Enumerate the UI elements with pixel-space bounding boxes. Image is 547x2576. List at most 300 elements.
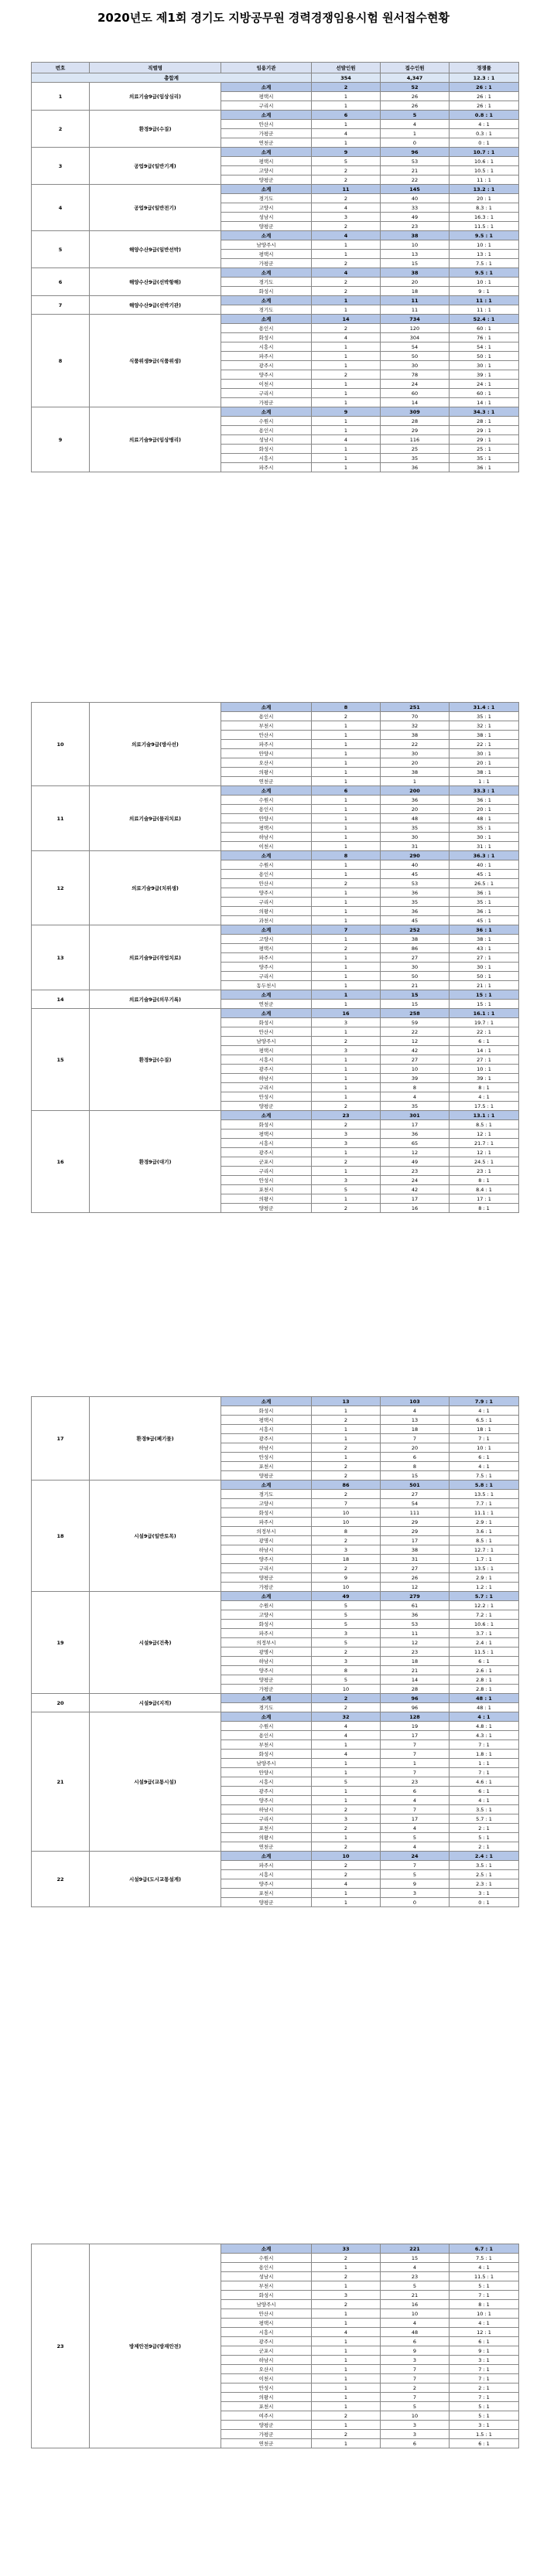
applicant-count-cell: 21 <box>381 1666 450 1675</box>
selected-count-cell: 4 <box>312 333 381 342</box>
agency-cell: 하남시 <box>221 2356 312 2365</box>
applicant-count-cell: 26 <box>381 92 450 101</box>
agency-cell: 평택시 <box>221 92 312 101</box>
agency-cell: 구리시 <box>221 1167 312 1176</box>
applicant-count-cell: 15 <box>381 1000 450 1009</box>
row-number: 1 <box>32 83 90 111</box>
agency-cell: 안성시 <box>221 1092 312 1102</box>
competition-ratio-cell: 20 : 1 <box>450 194 519 203</box>
competition-ratio-cell: 36.3 : 1 <box>450 851 519 860</box>
agency-cell: 소계 <box>221 990 312 1000</box>
competition-ratio-cell: 4 : 1 <box>450 1712 519 1722</box>
row-number: 18 <box>32 1481 90 1592</box>
agency-cell: 파주시 <box>221 953 312 963</box>
agency-cell: 남양주시 <box>221 1037 312 1046</box>
grand-total-applicants: 4,347 <box>381 73 450 83</box>
applicant-count-cell: 38 <box>381 731 450 740</box>
selected-count-cell: 4 <box>312 203 381 213</box>
competition-ratio-cell: 26 : 1 <box>450 92 519 101</box>
agency-cell: 양주시 <box>221 1879 312 1889</box>
subtotal-row <box>32 148 519 157</box>
competition-ratio-cell: 38 : 1 <box>450 768 519 777</box>
selected-count-cell: 1 <box>312 2309 381 2319</box>
competition-ratio-cell: 60 : 1 <box>450 324 519 333</box>
grand-total-selected: 354 <box>312 73 381 83</box>
agency-cell: 구리시 <box>221 972 312 981</box>
agency-cell: 용인시 <box>221 324 312 333</box>
agency-cell: 연천군 <box>221 138 312 148</box>
applicant-count-cell: 11 <box>381 1629 450 1638</box>
selected-count-cell: 1 <box>312 1027 381 1037</box>
agency-cell: 의왕시 <box>221 768 312 777</box>
applicant-count-cell: 27 <box>381 953 450 963</box>
agency-cell: 파주시 <box>221 352 312 361</box>
agency-cell: 연천군 <box>221 1000 312 1009</box>
selected-count-cell: 6 <box>312 111 381 120</box>
competition-ratio-cell: 27 : 1 <box>450 953 519 963</box>
selected-count-cell: 1 <box>312 296 381 305</box>
selected-count-cell: 1 <box>312 426 381 435</box>
selected-count-cell: 2 <box>312 2430 381 2439</box>
competition-ratio-cell: 15 : 1 <box>450 1000 519 1009</box>
competition-ratio-cell: 38 : 1 <box>450 731 519 740</box>
competition-ratio-cell: 30 : 1 <box>450 361 519 370</box>
competition-ratio-cell: 23 : 1 <box>450 1167 519 1176</box>
competition-ratio-cell: 7.5 : 1 <box>450 1471 519 1481</box>
subtotal-row <box>32 231 519 240</box>
applicant-count-cell: 309 <box>381 407 450 417</box>
row-number: 9 <box>32 407 90 472</box>
selected-count-cell: 6 <box>312 786 381 796</box>
competition-ratio-cell: 48 : 1 <box>450 1694 519 1703</box>
selected-count-cell: 5 <box>312 1675 381 1685</box>
agency-cell: 소계 <box>221 1592 312 1601</box>
selected-count-cell: 1 <box>312 1759 381 1768</box>
agency-cell: 하남시 <box>221 1443 312 1453</box>
selected-count-cell: 4 <box>312 1722 381 1731</box>
agency-cell: 포천시 <box>221 2402 312 2411</box>
agency-cell: 고양시 <box>221 203 312 213</box>
selected-count-cell: 1 <box>312 138 381 148</box>
applicant-count-cell: 70 <box>381 712 450 721</box>
agency-cell: 양평군 <box>221 175 312 185</box>
subtotal-row <box>32 851 519 860</box>
applicant-count-cell: 15 <box>381 259 450 268</box>
applicant-count-cell: 6 <box>381 1453 450 1462</box>
selected-count-cell: 3 <box>312 1814 381 1824</box>
selected-count-cell: 9 <box>312 1573 381 1583</box>
selected-count-cell: 1 <box>312 833 381 842</box>
subtotal-row <box>32 1111 519 1120</box>
agency-cell: 용인시 <box>221 2263 312 2272</box>
selected-count-cell: 10 <box>312 1583 381 1592</box>
selected-count-cell: 5 <box>312 1601 381 1610</box>
applicant-count-cell: 1 <box>381 1759 450 1768</box>
agency-cell: 경기도 <box>221 1703 312 1712</box>
applicant-count-cell: 20 <box>381 758 450 768</box>
agency-cell: 화성시 <box>221 1018 312 1027</box>
selected-count-cell: 33 <box>312 2244 381 2254</box>
competition-ratio-cell: 45 : 1 <box>450 916 519 925</box>
competition-ratio-cell: 7 : 1 <box>450 2393 519 2402</box>
selected-count-cell: 1 <box>312 1092 381 1102</box>
selected-count-cell: 1 <box>312 2421 381 2430</box>
selected-count-cell: 4 <box>312 435 381 445</box>
row-number: 7 <box>32 296 90 315</box>
agency-cell: 의왕시 <box>221 1833 312 1842</box>
selected-count-cell: 9 <box>312 148 381 157</box>
competition-ratio-cell: 4 : 1 <box>450 1462 519 1471</box>
selected-count-cell: 1 <box>312 842 381 851</box>
applicant-count-cell: 25 <box>381 445 450 454</box>
applicant-count-cell: 59 <box>381 1018 450 1027</box>
selected-count-cell: 4 <box>312 1879 381 1889</box>
agency-cell: 하남시 <box>221 1545 312 1555</box>
competition-ratio-cell: 50 : 1 <box>450 972 519 981</box>
applicant-count-cell: 27 <box>381 1055 450 1065</box>
agency-cell: 광주시 <box>221 1434 312 1443</box>
agency-cell: 용인시 <box>221 870 312 879</box>
subtotal-row <box>32 1694 519 1703</box>
applicant-count-cell: 7 <box>381 1861 450 1870</box>
competition-ratio-cell: 1.2 : 1 <box>450 1583 519 1592</box>
agency-cell: 화성시 <box>221 1508 312 1518</box>
agency-cell: 군포시 <box>221 2346 312 2356</box>
applicant-count-cell: 4 <box>381 2263 450 2272</box>
column-header: 접수인원 <box>381 63 450 73</box>
applicant-count-cell: 1 <box>381 129 450 138</box>
subtotal-row <box>32 185 519 194</box>
agency-cell: 소계 <box>221 1397 312 1406</box>
competition-ratio-cell: 4 : 1 <box>450 1092 519 1102</box>
applicant-count-cell: 49 <box>381 213 450 222</box>
selected-count-cell: 2 <box>312 1564 381 1573</box>
agency-cell: 경기도 <box>221 194 312 203</box>
competition-ratio-cell: 4.3 : 1 <box>450 1731 519 1740</box>
agency-cell: 구리시 <box>221 1814 312 1824</box>
selected-count-cell: 5 <box>312 1185 381 1194</box>
competition-ratio-cell: 11 : 1 <box>450 305 519 315</box>
recruitment-table <box>31 1396 519 1907</box>
agency-cell: 시흥시 <box>221 1425 312 1434</box>
competition-ratio-cell: 40 : 1 <box>450 860 519 870</box>
selected-count-cell: 2 <box>312 2254 381 2263</box>
agency-cell: 소계 <box>221 1009 312 1018</box>
selected-count-cell: 1 <box>312 805 381 814</box>
competition-ratio-cell: 7.9 : 1 <box>450 1397 519 1406</box>
selected-count-cell: 5 <box>312 157 381 166</box>
competition-ratio-cell: 13.1 : 1 <box>450 1111 519 1120</box>
selected-count-cell: 2 <box>312 2300 381 2309</box>
applicant-count-cell: 36 <box>381 888 450 898</box>
competition-ratio-cell: 30 : 1 <box>450 963 519 972</box>
selected-count-cell: 1 <box>312 1833 381 1842</box>
selected-count-cell: 2 <box>312 1471 381 1481</box>
subtotal-row <box>32 83 519 92</box>
competition-ratio-cell: 7 : 1 <box>450 1434 519 1443</box>
selected-count-cell: 1 <box>312 361 381 370</box>
applicant-count-cell: 50 <box>381 972 450 981</box>
selected-count-cell: 1 <box>312 935 381 944</box>
competition-ratio-cell: 36 : 1 <box>450 796 519 805</box>
subtotal-row <box>32 925 519 935</box>
job-series: 방제안전9급(방재안전) <box>90 2244 221 2448</box>
competition-ratio-cell: 6 : 1 <box>450 2337 519 2346</box>
selected-count-cell: 2 <box>312 1102 381 1111</box>
agency-cell: 소계 <box>221 2244 312 2254</box>
agency-cell: 소계 <box>221 268 312 278</box>
competition-ratio-cell: 76 : 1 <box>450 333 519 342</box>
applicant-count-cell: 49 <box>381 1157 450 1167</box>
agency-cell: 구리시 <box>221 1564 312 1573</box>
grand-total-label: 총합계 <box>32 73 312 83</box>
competition-ratio-cell: 26 : 1 <box>450 83 519 92</box>
applicant-count-cell: 45 <box>381 870 450 879</box>
agency-cell: 여주시 <box>221 2411 312 2421</box>
selected-count-cell: 86 <box>312 1481 381 1490</box>
applicant-count-cell: 26 <box>381 101 450 111</box>
agency-cell: 하남시 <box>221 1805 312 1814</box>
selected-count-cell: 2 <box>312 1861 381 1870</box>
competition-ratio-cell: 2.4 : 1 <box>450 1638 519 1647</box>
agency-cell: 평택시 <box>221 2319 312 2328</box>
competition-ratio-cell: 0 : 1 <box>450 1898 519 1907</box>
agency-cell: 광명시 <box>221 1647 312 1657</box>
selected-count-cell: 1 <box>312 2402 381 2411</box>
agency-cell: 의왕시 <box>221 907 312 916</box>
applicant-count-cell: 19 <box>381 1722 450 1731</box>
applicant-count-cell: 36 <box>381 796 450 805</box>
row-number: 13 <box>32 925 90 990</box>
competition-ratio-cell: 10.7 : 1 <box>450 148 519 157</box>
subtotal-row <box>32 407 519 417</box>
job-series: 의료기술9급(물리치료) <box>90 786 221 851</box>
agency-cell: 구리시 <box>221 101 312 111</box>
selected-count-cell: 2 <box>312 175 381 185</box>
agency-cell: 소계 <box>221 407 312 417</box>
competition-ratio-cell: 12.2 : 1 <box>450 1601 519 1610</box>
selected-count-cell: 1 <box>312 2337 381 2346</box>
applicant-count-cell: 5 <box>381 111 450 120</box>
applicant-count-cell: 12 <box>381 1583 450 1592</box>
agency-cell: 소계 <box>221 83 312 92</box>
agency-cell: 파주시 <box>221 463 312 472</box>
selected-count-cell: 1 <box>312 454 381 463</box>
selected-count-cell: 16 <box>312 1009 381 1018</box>
selected-count-cell: 1 <box>312 1425 381 1434</box>
agency-cell: 포천시 <box>221 1889 312 1898</box>
agency-cell: 오산시 <box>221 2365 312 2374</box>
selected-count-cell: 1 <box>312 2393 381 2402</box>
agency-cell: 양주시 <box>221 1796 312 1805</box>
selected-count-cell: 2 <box>312 944 381 953</box>
competition-ratio-cell: 2.8 : 1 <box>450 1685 519 1694</box>
competition-ratio-cell: 12.7 : 1 <box>450 1545 519 1555</box>
competition-ratio-cell: 36 : 1 <box>450 888 519 898</box>
applicant-count-cell: 29 <box>381 1518 450 1527</box>
agency-cell: 용인시 <box>221 712 312 721</box>
competition-ratio-cell: 15 : 1 <box>450 990 519 1000</box>
competition-ratio-cell: 31.4 : 1 <box>450 703 519 712</box>
competition-ratio-cell: 3 : 1 <box>450 2356 519 2365</box>
row-number: 19 <box>32 1592 90 1694</box>
selected-count-cell: 3 <box>312 1629 381 1638</box>
subtotal-row <box>32 268 519 278</box>
agency-cell: 부천시 <box>221 721 312 731</box>
selected-count-cell: 10 <box>312 1852 381 1861</box>
applicant-count-cell: 20 <box>381 805 450 814</box>
agency-cell: 파주시 <box>221 1861 312 1870</box>
competition-ratio-cell: 2 : 1 <box>450 1824 519 1833</box>
selected-count-cell: 2 <box>312 222 381 231</box>
agency-cell: 소계 <box>221 1111 312 1120</box>
applicant-count-cell: 35 <box>381 454 450 463</box>
agency-cell: 고양시 <box>221 1610 312 1620</box>
competition-ratio-cell: 2 : 1 <box>450 1842 519 1852</box>
agency-cell: 하남시 <box>221 833 312 842</box>
agency-cell: 가평군 <box>221 129 312 138</box>
applicant-count-cell: 24 <box>381 380 450 389</box>
selected-count-cell: 2 <box>312 1647 381 1657</box>
applicant-count-cell: 103 <box>381 1397 450 1406</box>
agency-cell: 양평군 <box>221 1675 312 1685</box>
selected-count-cell: 5 <box>312 1610 381 1620</box>
selected-count-cell: 2 <box>312 166 381 175</box>
agency-cell: 수원시 <box>221 2254 312 2263</box>
agency-cell: 시흥시 <box>221 1139 312 1148</box>
selected-count-cell: 13 <box>312 1397 381 1406</box>
applicant-count-cell: 11 <box>381 305 450 315</box>
selected-count-cell: 2 <box>312 370 381 380</box>
competition-ratio-cell: 6.5 : 1 <box>450 1416 519 1425</box>
agency-cell: 안산시 <box>221 2309 312 2319</box>
competition-ratio-cell: 3.5 : 1 <box>450 1861 519 1870</box>
competition-ratio-cell: 36 : 1 <box>450 463 519 472</box>
sheet-4 <box>31 2244 518 2448</box>
sheet-2 <box>31 702 518 1213</box>
competition-ratio-cell: 11 : 1 <box>450 296 519 305</box>
competition-ratio-cell: 3 : 1 <box>450 1889 519 1898</box>
competition-ratio-cell: 12 : 1 <box>450 1148 519 1157</box>
agency-cell: 군포시 <box>221 1157 312 1167</box>
selected-count-cell: 3 <box>312 1130 381 1139</box>
applicant-count-cell: 32 <box>381 721 450 731</box>
selected-count-cell: 2 <box>312 1443 381 1453</box>
competition-ratio-cell: 43 : 1 <box>450 944 519 953</box>
selected-count-cell: 1 <box>312 916 381 925</box>
applicant-count-cell: 20 <box>381 1443 450 1453</box>
agency-cell: 안산시 <box>221 120 312 129</box>
competition-ratio-cell: 8.5 : 1 <box>450 1536 519 1545</box>
applicant-count-cell: 10 <box>381 2411 450 2421</box>
applicant-count-cell: 14 <box>381 1675 450 1685</box>
applicant-count-cell: 8 <box>381 1083 450 1092</box>
applicant-count-cell: 38 <box>381 1545 450 1555</box>
applicant-count-cell: 10 <box>381 240 450 250</box>
row-number: 20 <box>32 1694 90 1712</box>
competition-ratio-cell: 24 : 1 <box>450 380 519 389</box>
competition-ratio-cell: 52.4 : 1 <box>450 315 519 324</box>
agency-cell: 양평군 <box>221 222 312 231</box>
applicant-count-cell: 15 <box>381 1471 450 1481</box>
competition-ratio-cell: 14 : 1 <box>450 398 519 407</box>
agency-cell: 부천시 <box>221 1740 312 1750</box>
applicant-count-cell: 12 <box>381 1037 450 1046</box>
row-number: 2 <box>32 111 90 148</box>
selected-count-cell: 2 <box>312 1694 381 1703</box>
competition-ratio-cell: 17 : 1 <box>450 1194 519 1204</box>
applicant-count-cell: 30 <box>381 963 450 972</box>
selected-count-cell: 11 <box>312 185 381 194</box>
competition-ratio-cell: 3.5 : 1 <box>450 1805 519 1814</box>
row-number: 14 <box>32 990 90 1009</box>
competition-ratio-cell: 7 : 1 <box>450 2291 519 2300</box>
selected-count-cell: 2 <box>312 1157 381 1167</box>
agency-cell: 안산시 <box>221 879 312 888</box>
selected-count-cell: 1 <box>312 380 381 389</box>
competition-ratio-cell: 3 : 1 <box>450 2421 519 2430</box>
subtotal-row <box>32 1009 519 1018</box>
selected-count-cell: 2 <box>312 1462 381 1471</box>
applicant-count-cell: 29 <box>381 426 450 435</box>
applicant-count-cell: 30 <box>381 361 450 370</box>
competition-ratio-cell: 0 : 1 <box>450 138 519 148</box>
competition-ratio-cell: 48 : 1 <box>450 1703 519 1712</box>
selected-count-cell: 1 <box>312 1000 381 1009</box>
applicant-count-cell: 17 <box>381 1814 450 1824</box>
competition-ratio-cell: 1.8 : 1 <box>450 1750 519 1759</box>
competition-ratio-cell: 11 : 1 <box>450 175 519 185</box>
selected-count-cell: 2 <box>312 1870 381 1879</box>
selected-count-cell: 10 <box>312 1508 381 1518</box>
agency-cell: 하남시 <box>221 1657 312 1666</box>
job-series: 시설9급(일반토목) <box>90 1481 221 1592</box>
selected-count-cell: 2 <box>312 1536 381 1545</box>
subtotal-row <box>32 1592 519 1601</box>
competition-ratio-cell: 4.6 : 1 <box>450 1777 519 1787</box>
applicant-count-cell: 9 <box>381 1879 450 1889</box>
applicant-count-cell: 18 <box>381 287 450 296</box>
applicant-count-cell: 42 <box>381 1046 450 1055</box>
selected-count-cell: 4 <box>312 268 381 278</box>
applicant-count-cell: 36 <box>381 1610 450 1620</box>
competition-ratio-cell: 2.5 : 1 <box>450 1870 519 1879</box>
selected-count-cell: 1 <box>312 2356 381 2365</box>
selected-count-cell: 32 <box>312 1712 381 1722</box>
applicant-count-cell: 28 <box>381 417 450 426</box>
competition-ratio-cell: 48 : 1 <box>450 814 519 823</box>
selected-count-cell: 2 <box>312 1120 381 1130</box>
applicant-count-cell: 45 <box>381 916 450 925</box>
selected-count-cell: 1 <box>312 721 381 731</box>
agency-cell: 용인시 <box>221 805 312 814</box>
competition-ratio-cell: 1 : 1 <box>450 1759 519 1768</box>
applicant-count-cell: 7 <box>381 1740 450 1750</box>
agency-cell: 양주시 <box>221 370 312 380</box>
selected-count-cell: 1 <box>312 1406 381 1416</box>
selected-count-cell: 5 <box>312 1620 381 1629</box>
selected-count-cell: 1 <box>312 888 381 898</box>
agency-cell: 안성시 <box>221 1453 312 1462</box>
selected-count-cell: 1 <box>312 389 381 398</box>
competition-ratio-cell: 16.1 : 1 <box>450 1009 519 1018</box>
applicant-count-cell: 20 <box>381 278 450 287</box>
applicant-count-cell: 18 <box>381 1657 450 1666</box>
competition-ratio-cell: 3.7 : 1 <box>450 1629 519 1638</box>
applicant-count-cell: 15 <box>381 2254 450 2263</box>
applicant-count-cell: 21 <box>381 981 450 990</box>
applicant-count-cell: 7 <box>381 2365 450 2374</box>
